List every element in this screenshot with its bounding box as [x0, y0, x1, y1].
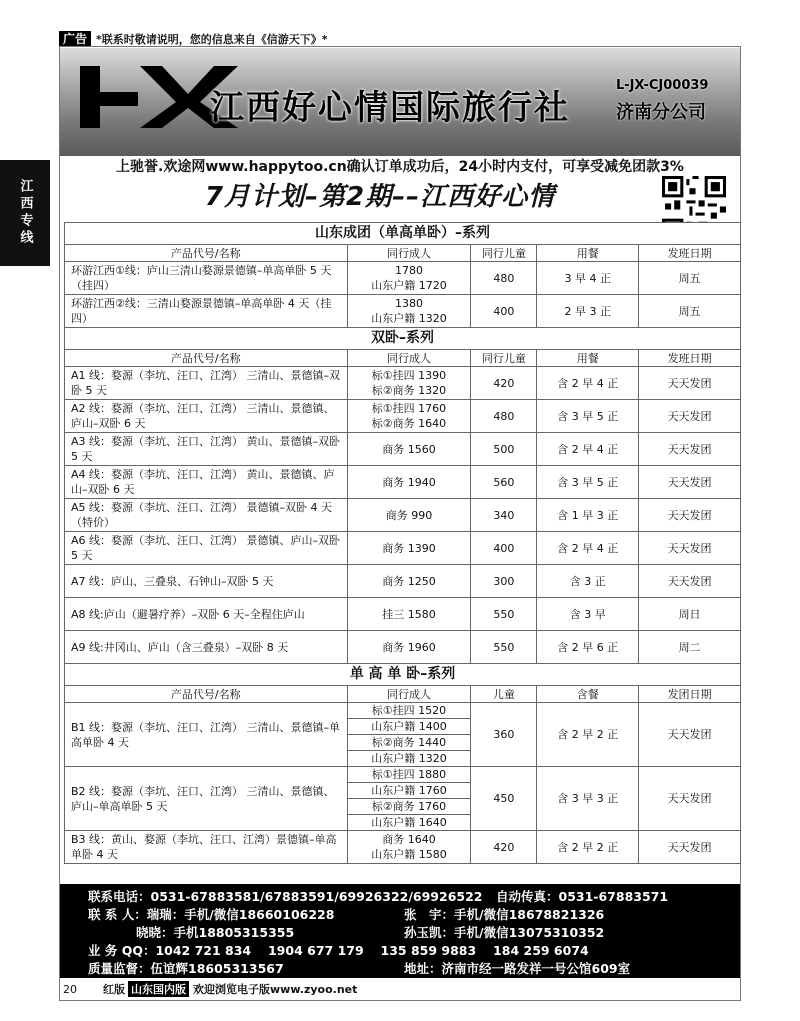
departure-date: 天天发团: [639, 532, 741, 565]
adult-price-line: 商务 1940: [382, 475, 436, 489]
child-price: 400: [471, 532, 537, 565]
meals: 含 3 早 3 正: [537, 767, 639, 831]
meals: 含 2 早 4 正: [537, 532, 639, 565]
route-name: A9 线:井冈山、庐山（含三叠泉）–双卧 8 天: [65, 631, 348, 664]
child-price: 480: [471, 400, 537, 433]
route-name: A1 线：婺源（李坑、汪口、江湾） 三清山、景德镇–双卧 5 天: [65, 367, 348, 400]
adult-price: [347, 433, 471, 466]
adult-price-line: 标②商务 1320: [371, 384, 447, 397]
table-row: [65, 262, 741, 295]
adult-price: [347, 466, 471, 499]
adult-price: [347, 367, 471, 400]
adult-price-line: 山东户籍 1720: [371, 279, 447, 292]
adult-price: [347, 631, 471, 664]
route-name: A3 线：婺源（李坑、汪口、江湾） 黄山、景德镇–双卧 5 天: [65, 433, 348, 466]
child-price: 500: [471, 433, 537, 466]
edition-label: 红版: [103, 983, 125, 996]
ad-tag: 广告: [59, 31, 91, 47]
column-header: 产品代号/名称: [65, 350, 348, 367]
adult-price-list: [350, 640, 469, 655]
contact-qq: 业 务 QQ：1042 721 834 1904 677 179 135 859 9883 184 259 6074: [88, 943, 589, 958]
column-header: 发团日期: [639, 686, 741, 703]
adult-price-line: 山东户籍 1640: [371, 816, 447, 829]
contact-phone: 联系电话：0531-67883581/67883591/69926322/69926522: [88, 889, 483, 904]
adult-price-line: 1380: [394, 297, 423, 310]
adult-price-list: [350, 368, 469, 398]
section-title: 山东成团（单高单卧）–系列: [65, 223, 741, 245]
table-row: [65, 433, 741, 466]
tour-price-table: [64, 222, 741, 864]
adult-price-line: 商务 1960: [382, 640, 436, 654]
departure-date: 天天发团: [639, 767, 741, 831]
column-header: 同行儿童: [471, 245, 537, 262]
departure-date: 天天发团: [639, 400, 741, 433]
child-price: 400: [471, 295, 537, 328]
meals: 含 2 早 6 正: [537, 631, 639, 664]
meals: 含 3 早 5 正: [537, 466, 639, 499]
table-row: [65, 565, 741, 598]
route-name: A8 线:庐山（避暑疗养）–双卧 6 天–全程住庐山: [65, 598, 348, 631]
table-row: [65, 631, 741, 664]
departure-date: 周二: [639, 631, 741, 664]
route-name: A6 线：婺源（李坑、汪口、江湾） 景德镇、庐山–双卧 5 天: [65, 532, 348, 565]
route-name: A2 线：婺源（李坑、汪口、江湾） 三清山、景德镇、庐山–双卧 6 天: [65, 400, 348, 433]
column-header: 同行成人: [347, 686, 471, 703]
section-header: [65, 223, 741, 245]
meals: 含 2 早 4 正: [537, 367, 639, 400]
route-name: B3 线：黄山、婺源（李坑、汪口、江湾）景德镇–单高单卧 4 天: [65, 831, 348, 864]
adult-price-line: 山东户籍 1320: [371, 752, 447, 765]
departure-date: 天天发团: [639, 499, 741, 532]
adult-price-line: 商务 1250: [382, 574, 436, 588]
departure-date: 天天发团: [639, 565, 741, 598]
child-price: 480: [471, 262, 537, 295]
section-header: [65, 328, 741, 350]
column-header: 产品代号/名称: [65, 245, 348, 262]
column-header-row: [65, 245, 741, 262]
adult-price-list: [350, 296, 469, 326]
column-header-row: [65, 686, 741, 703]
column-header: 同行儿童: [471, 350, 537, 367]
adult-price-line: 山东户籍 1320: [371, 312, 447, 325]
departure-date: 天天发团: [639, 831, 741, 864]
route-name: 环游江西②线：三清山婺源景德镇–单高单卧 4 天（挂四）: [65, 295, 348, 328]
adult-price-line: 山东户籍 1760: [348, 783, 471, 799]
adult-price-line: 标②商务 1760: [348, 799, 471, 815]
adult-price-line: 山东户籍 1400: [348, 719, 471, 735]
adult-price-line: 标①挂四 1880: [348, 767, 471, 783]
contact-person-2: 张 宇：手机/微信18678821326: [404, 907, 605, 922]
adult-price-list: [348, 703, 471, 766]
child-price: 340: [471, 499, 537, 532]
table-row: [65, 466, 741, 499]
adult-price-line: 标①挂四 1760: [371, 402, 447, 415]
adult-price-list: [350, 442, 469, 457]
page-footer: [60, 978, 740, 1000]
meals: 含 1 早 3 正: [537, 499, 639, 532]
adult-price-line: 商务 1640: [382, 833, 436, 846]
child-price: 560: [471, 466, 537, 499]
meals: 含 2 早 2 正: [537, 703, 639, 767]
adult-price-list: [350, 574, 469, 589]
license-number: L-JX-CJ00039: [616, 78, 709, 93]
table-row: [65, 831, 741, 864]
adult-price: [347, 262, 471, 295]
table-row: [65, 532, 741, 565]
adult-price: [347, 295, 471, 328]
table-row: [65, 400, 741, 433]
adult-price: [347, 499, 471, 532]
route-name: A5 线：婺源（李坑、汪口、江湾） 景德镇–双卧 4 天（特价）: [65, 499, 348, 532]
table-row: [65, 367, 741, 400]
adult-price: [347, 565, 471, 598]
contact-person-1: 联 系 人：瑞瑞：手机/微信18660106228: [88, 907, 335, 922]
departure-date: 天天发团: [639, 466, 741, 499]
table-row: [65, 295, 741, 328]
adult-price-line: 山东户籍 1580: [371, 848, 447, 861]
route-name: B2 线：婺源（李坑、汪口、江湾） 三清山、景德镇、庐山–单高单卧 5 天: [65, 767, 348, 831]
page-number: 20: [63, 982, 77, 996]
adult-price: [347, 831, 471, 864]
agency-header: [60, 48, 740, 156]
column-header: 儿童: [471, 686, 537, 703]
contact-fax: 自动传真：0531-67883571: [496, 889, 669, 904]
contact-block: [60, 884, 740, 978]
section-title: 单 高 单 卧–系列: [65, 664, 741, 686]
side-tab: 江西专线: [0, 160, 50, 266]
departure-date: 周日: [639, 598, 741, 631]
adult-price: [347, 532, 471, 565]
adult-price: [347, 703, 471, 767]
departure-date: 天天发团: [639, 367, 741, 400]
child-price: 550: [471, 598, 537, 631]
meals: 含 3 早 5 正: [537, 400, 639, 433]
contact-person-4: 孙玉凯：手机/微信13075310352: [404, 925, 605, 940]
child-price: 550: [471, 631, 537, 664]
adult-price-line: 商务 990: [385, 508, 433, 522]
departure-date: 天天发团: [639, 433, 741, 466]
departure-date: 天天发团: [639, 703, 741, 767]
column-header: 含餐: [537, 686, 639, 703]
adult-price-line: 标①挂四 1390: [371, 369, 447, 382]
adult-price-list: [348, 767, 471, 830]
meals: 含 3 早: [537, 598, 639, 631]
child-price: 450: [471, 767, 537, 831]
adult-price-line: 商务 1390: [382, 541, 436, 555]
region-label: 山东国内版: [128, 981, 189, 997]
meals: 含 2 早 4 正: [537, 433, 639, 466]
contact-person-3: 晓晓：手机18805315355: [136, 925, 295, 940]
agency-name: 江西好心情国际旅行社: [210, 88, 570, 128]
adult-price-line: 商务 1560: [382, 442, 436, 456]
adult-price-line: 标②商务 1440: [348, 735, 471, 751]
route-name: 环游江西①线：庐山三清山婺源景德镇–单高单卧 5 天（挂四）: [65, 262, 348, 295]
column-header: 同行成人: [347, 245, 471, 262]
adult-price-list: [350, 508, 469, 523]
child-price: 360: [471, 703, 537, 767]
column-header: 发班日期: [639, 245, 741, 262]
adult-price-list: [350, 832, 469, 862]
office-address: 地址：济南市经一路发祥一号公馆609室: [404, 961, 631, 976]
adult-price-line: 挂三 1580: [382, 607, 436, 621]
adult-price-line: 标①挂四 1520: [348, 703, 471, 719]
adult-price-list: [350, 607, 469, 622]
table-row: [65, 499, 741, 532]
departure-date: 周五: [639, 295, 741, 328]
web-booking-note: 上驰誉.欢途网www.happytoo.cn确认订单成功后，24小时内支付，可享受减免团款3%: [116, 159, 684, 175]
website-link[interactable]: 欢迎浏览电子版www.zyoo.net: [193, 983, 358, 996]
meals: 含 2 早 2 正: [537, 831, 639, 864]
child-price: 420: [471, 831, 537, 864]
branch-name: 济南分公司: [616, 102, 706, 123]
meals: 3 早 4 正: [537, 262, 639, 295]
table-row: [65, 598, 741, 631]
adult-price: [347, 598, 471, 631]
meals: 含 3 正: [537, 565, 639, 598]
table-row: [65, 703, 741, 767]
column-header: 产品代号/名称: [65, 686, 348, 703]
section-header: [65, 664, 741, 686]
child-price: 300: [471, 565, 537, 598]
adult-price: [347, 767, 471, 831]
adult-price-line: 1780: [394, 264, 423, 277]
column-header-row: [65, 350, 741, 367]
quality-supervisor: 质量监督：伍谊辉18605313567: [88, 961, 284, 976]
adult-price-list: [350, 475, 469, 490]
column-header: 发班日期: [639, 350, 741, 367]
route-name: B1 线：婺源（李坑、汪口、江湾） 三清山、景德镇–单高单卧 4 天: [65, 703, 348, 767]
column-header: 用餐: [537, 245, 639, 262]
ad-note: *联系时敬请说明，您的信息来自《信游天下》*: [96, 33, 328, 46]
adult-price-list: [350, 263, 469, 293]
route-name: A4 线：婺源（李坑、汪口、江湾） 黄山、景德镇、庐山–双卧 6 天: [65, 466, 348, 499]
adult-price: [347, 400, 471, 433]
column-header: 用餐: [537, 350, 639, 367]
departure-date: 周五: [639, 262, 741, 295]
section-title: 双卧–系列: [65, 328, 741, 350]
adult-price-line: 标②商务 1640: [371, 417, 447, 430]
column-header: 同行成人: [347, 350, 471, 367]
child-price: 420: [471, 367, 537, 400]
route-name: A7 线：庐山、三叠泉、石钟山–双卧 5 天: [65, 565, 348, 598]
meals: 2 早 3 正: [537, 295, 639, 328]
adult-price-list: [350, 541, 469, 556]
adult-price-list: [350, 401, 469, 431]
plan-title: 7月计划–第2期––江西好心情: [204, 182, 556, 212]
table-row: [65, 767, 741, 831]
